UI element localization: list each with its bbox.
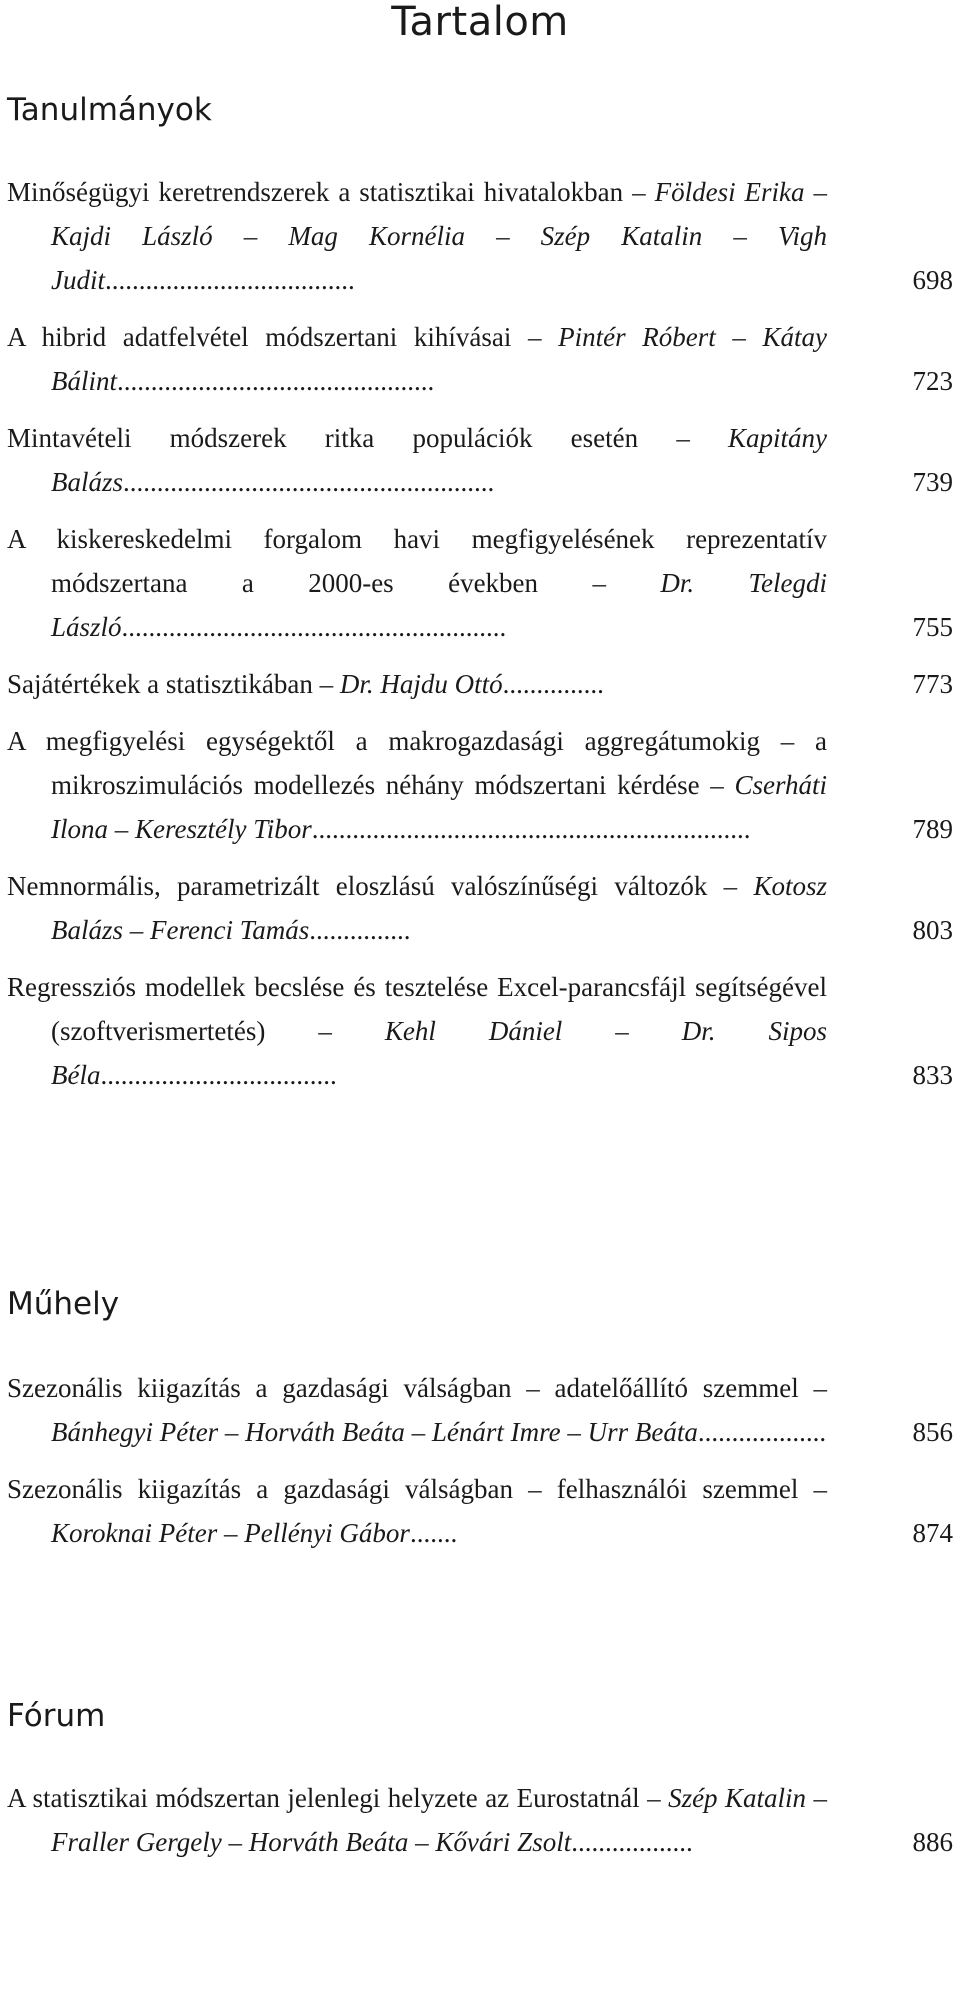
toc-entry-authors: – Koroknai Péter – Pellényi Gábor [51,1474,828,1548]
toc-entry-text [7,864,827,952]
section-forum-entries [7,1776,953,1877]
toc-entry-title: Sajátértékek a statisztikában [7,669,313,699]
section-heading-muhely: Műhely [7,1286,120,1322]
toc-entry-dots: ............... [502,669,604,699]
toc-entry-dots: ..................................... [105,265,355,295]
toc-entry-text [7,965,827,1097]
toc-entry-authors: – Földesi Erika – Kajdi László – Mag Kornélia – Szép Katalin – Vigh Judit [51,177,827,295]
toc-entry[interactable] [7,315,953,403]
toc-entry-text [7,1467,827,1555]
toc-entry-text [7,1776,827,1864]
toc-entry-authors: – Dr. Hajdu Ottó [319,669,503,699]
toc-entry-text [7,662,827,706]
toc-entry-dots: ....................................................... [123,467,495,497]
toc-entry-page: 773 [912,669,953,699]
toc-entry-page: 856 [912,1417,953,1447]
toc-entry-dots: .................. [571,1827,693,1857]
toc-entry-title: A megfigyelési egységektől a makrogazdasági aggregátumokig – a mikroszimulációs modellezés néhány módszertani kérdése [7,726,827,800]
section-tanulmanyok-entries [7,170,953,1110]
toc-entry-page: 803 [912,915,953,945]
toc-entry-title: Szezonális kiigazítás a gazdasági válságban – felhasználói szemmel [7,1474,799,1504]
section-heading-forum: Fórum [7,1698,106,1734]
toc-entry-dots: ....... [409,1518,458,1548]
toc-entry[interactable] [7,719,953,851]
toc-entry[interactable] [7,1467,953,1555]
toc-entry-text [7,170,827,302]
toc-entry-page: 698 [912,265,953,295]
toc-entry[interactable] [7,1366,953,1454]
toc-entry-dots: ......................................................... [121,612,507,642]
toc-entry-authors: – Kapitány Balázs [51,423,828,497]
toc-entry[interactable] [7,416,953,504]
toc-entry-authors: – Pintér Róbert – Kátay Bálint [51,322,828,396]
toc-entry[interactable] [7,517,953,649]
toc-entry-page: 755 [912,612,953,642]
toc-entry-text [7,416,827,504]
toc-entry[interactable] [7,864,953,952]
toc-entry-text [7,719,827,851]
toc-entry[interactable] [7,1776,953,1864]
section-muhely-entries [7,1366,953,1568]
toc-entry-dots: ................... [697,1417,827,1447]
toc-entry-title: A statisztikai módszertan jelenlegi helyzete az Eurostatnál [7,1783,640,1813]
section-heading-tanulmanyok: Tanulmányok [7,92,212,128]
toc-entry-page: 833 [912,1060,953,1090]
toc-entry-title: Nemnormális, parametrizált eloszlású valószínűségi változók [7,871,708,901]
page-title: Tartalom [391,0,569,45]
toc-entry-page: 789 [912,814,953,844]
toc-entry-page: 723 [912,366,953,396]
toc-entry-text [7,517,827,649]
toc-entry-text [7,1366,827,1454]
toc-entry-title: A hibrid adatfelvétel módszertani kihívásai [7,322,512,352]
toc-entry-page: 739 [912,467,953,497]
toc-entry-page: 874 [912,1518,953,1548]
toc-entry-title: A kiskereskedelmi forgalom havi megfigyelésének reprezentatív módszertana a 2000-es években [7,524,827,598]
toc-entry-authors: – Kehl Dániel – Dr. Sipos Béla [51,1016,827,1090]
toc-entry[interactable] [7,170,953,302]
toc-entry-title: Regressziós modellek becslése és tesztelése Excel-parancsfájl segítségével (szoftverismertetés) [7,972,827,1046]
toc-entry-dots: ............................................... [117,366,435,396]
toc-entry-dots: ............... [309,915,411,945]
toc-entry-page: 886 [912,1827,953,1857]
toc-entry-dots: ................................................................. [311,814,751,844]
toc-entry-title: Szezonális kiigazítás a gazdasági válságban – adatelőállító szemmel [7,1373,799,1403]
toc-entry-title: Mintavételi módszerek ritka populációk esetén [7,423,639,453]
toc-entry[interactable] [7,662,953,706]
toc-entry[interactable] [7,965,953,1097]
toc-entry-text [7,315,827,403]
toc-entry-authors: – Cserháti Ilona – Keresztély Tibor [51,770,827,844]
toc-entry-title: Minőségügyi keretrendszerek a statisztikai hivatalokban [7,177,624,207]
toc-entry-authors: – Dr. Telegdi László [51,568,828,642]
toc-entry-authors: – Kotosz Balázs – Ferenci Tamás [51,871,828,945]
toc-entry-dots: ................................... [100,1060,337,1090]
toc-entry-authors: – Bánhegyi Péter – Horváth Beáta – Lénárt Imre – Urr Beáta [51,1373,828,1447]
toc-entry-authors: – Szép Katalin – Fraller Gergely – Horváth Beáta – Kővári Zsolt [51,1783,828,1857]
